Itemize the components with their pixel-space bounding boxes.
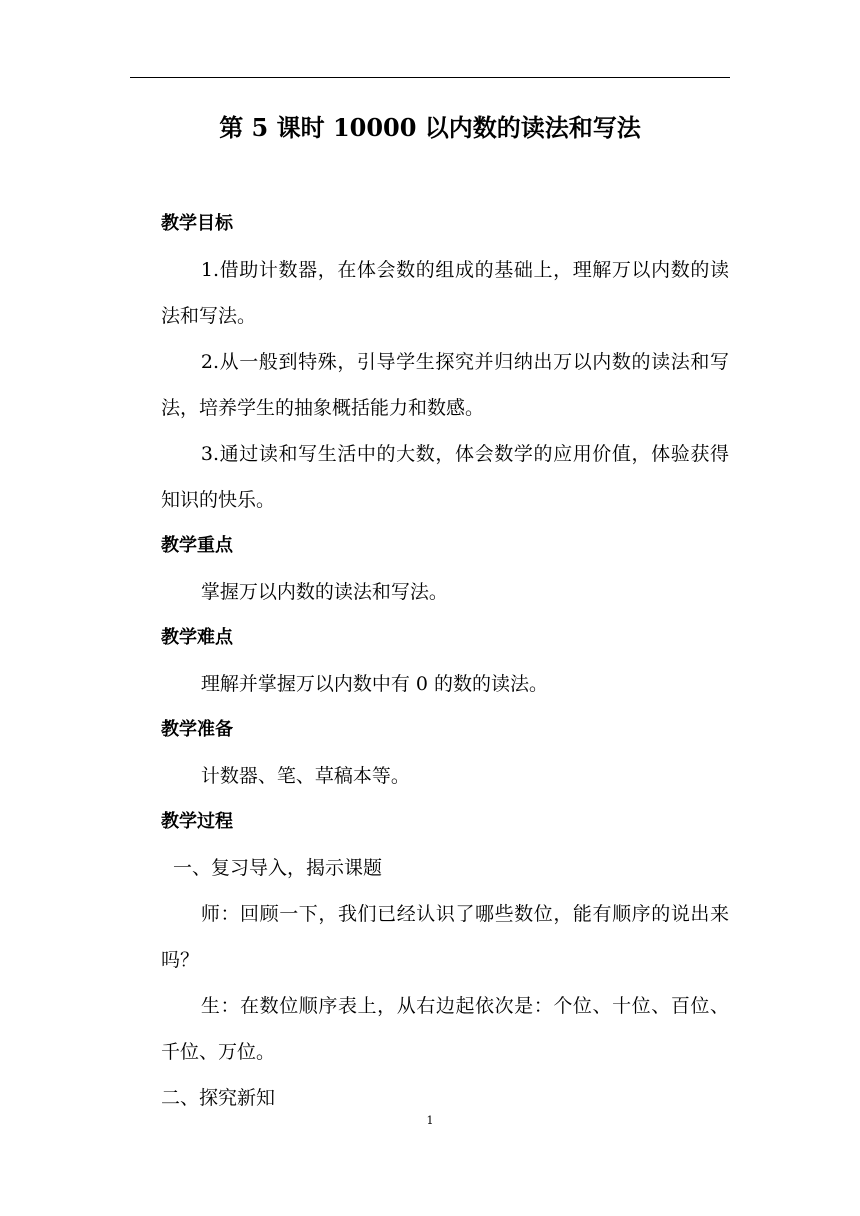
section-heading-goals: 教学目标: [161, 213, 233, 234]
page-number: 1: [426, 1114, 434, 1127]
goal-item-2: 2.从一般到特殊，引导学生探究并归纳出万以内数的读法和写法，培养学生的抽象概括能力和数感。: [161, 351, 729, 419]
page-title: 第 5 课时 10000 以内数的读法和写法: [219, 113, 641, 142]
section-heading-difficulty: 教学难点: [161, 627, 233, 648]
section-heading-preparation: 教学准备: [161, 719, 233, 740]
key-point-text: 掌握万以内数的读法和写法。: [200, 581, 448, 603]
goal-item-3: 3.通过读和写生活中的大数，体会数学的应用价值，体验获得知识的快乐。: [161, 443, 729, 511]
process-part2-title: 二、探究新知: [161, 1087, 276, 1109]
header-rule: [130, 77, 730, 78]
process-part1-title: 一、复习导入，揭示课题: [173, 857, 383, 879]
teacher-line: 师：回顾一下，我们已经认识了哪些数位，能有顺序的说出来吗？: [161, 903, 729, 971]
difficulty-text: 理解并掌握万以内数中有 0 的数的读法。: [200, 673, 549, 695]
preparation-text: 计数器、笔、草稿本等。: [200, 765, 410, 787]
section-heading-process: 教学过程: [161, 811, 233, 832]
document-body: [161, 201, 729, 1121]
goal-item-1: 1.借助计数器，在体会数的组成的基础上，理解万以内数的读法和写法。: [161, 259, 729, 327]
section-heading-key-point: 教学重点: [161, 535, 233, 556]
student-line: 生：在数位顺序表上，从右边起依次是：个位、十位、百位、千位、万位。: [161, 995, 729, 1063]
